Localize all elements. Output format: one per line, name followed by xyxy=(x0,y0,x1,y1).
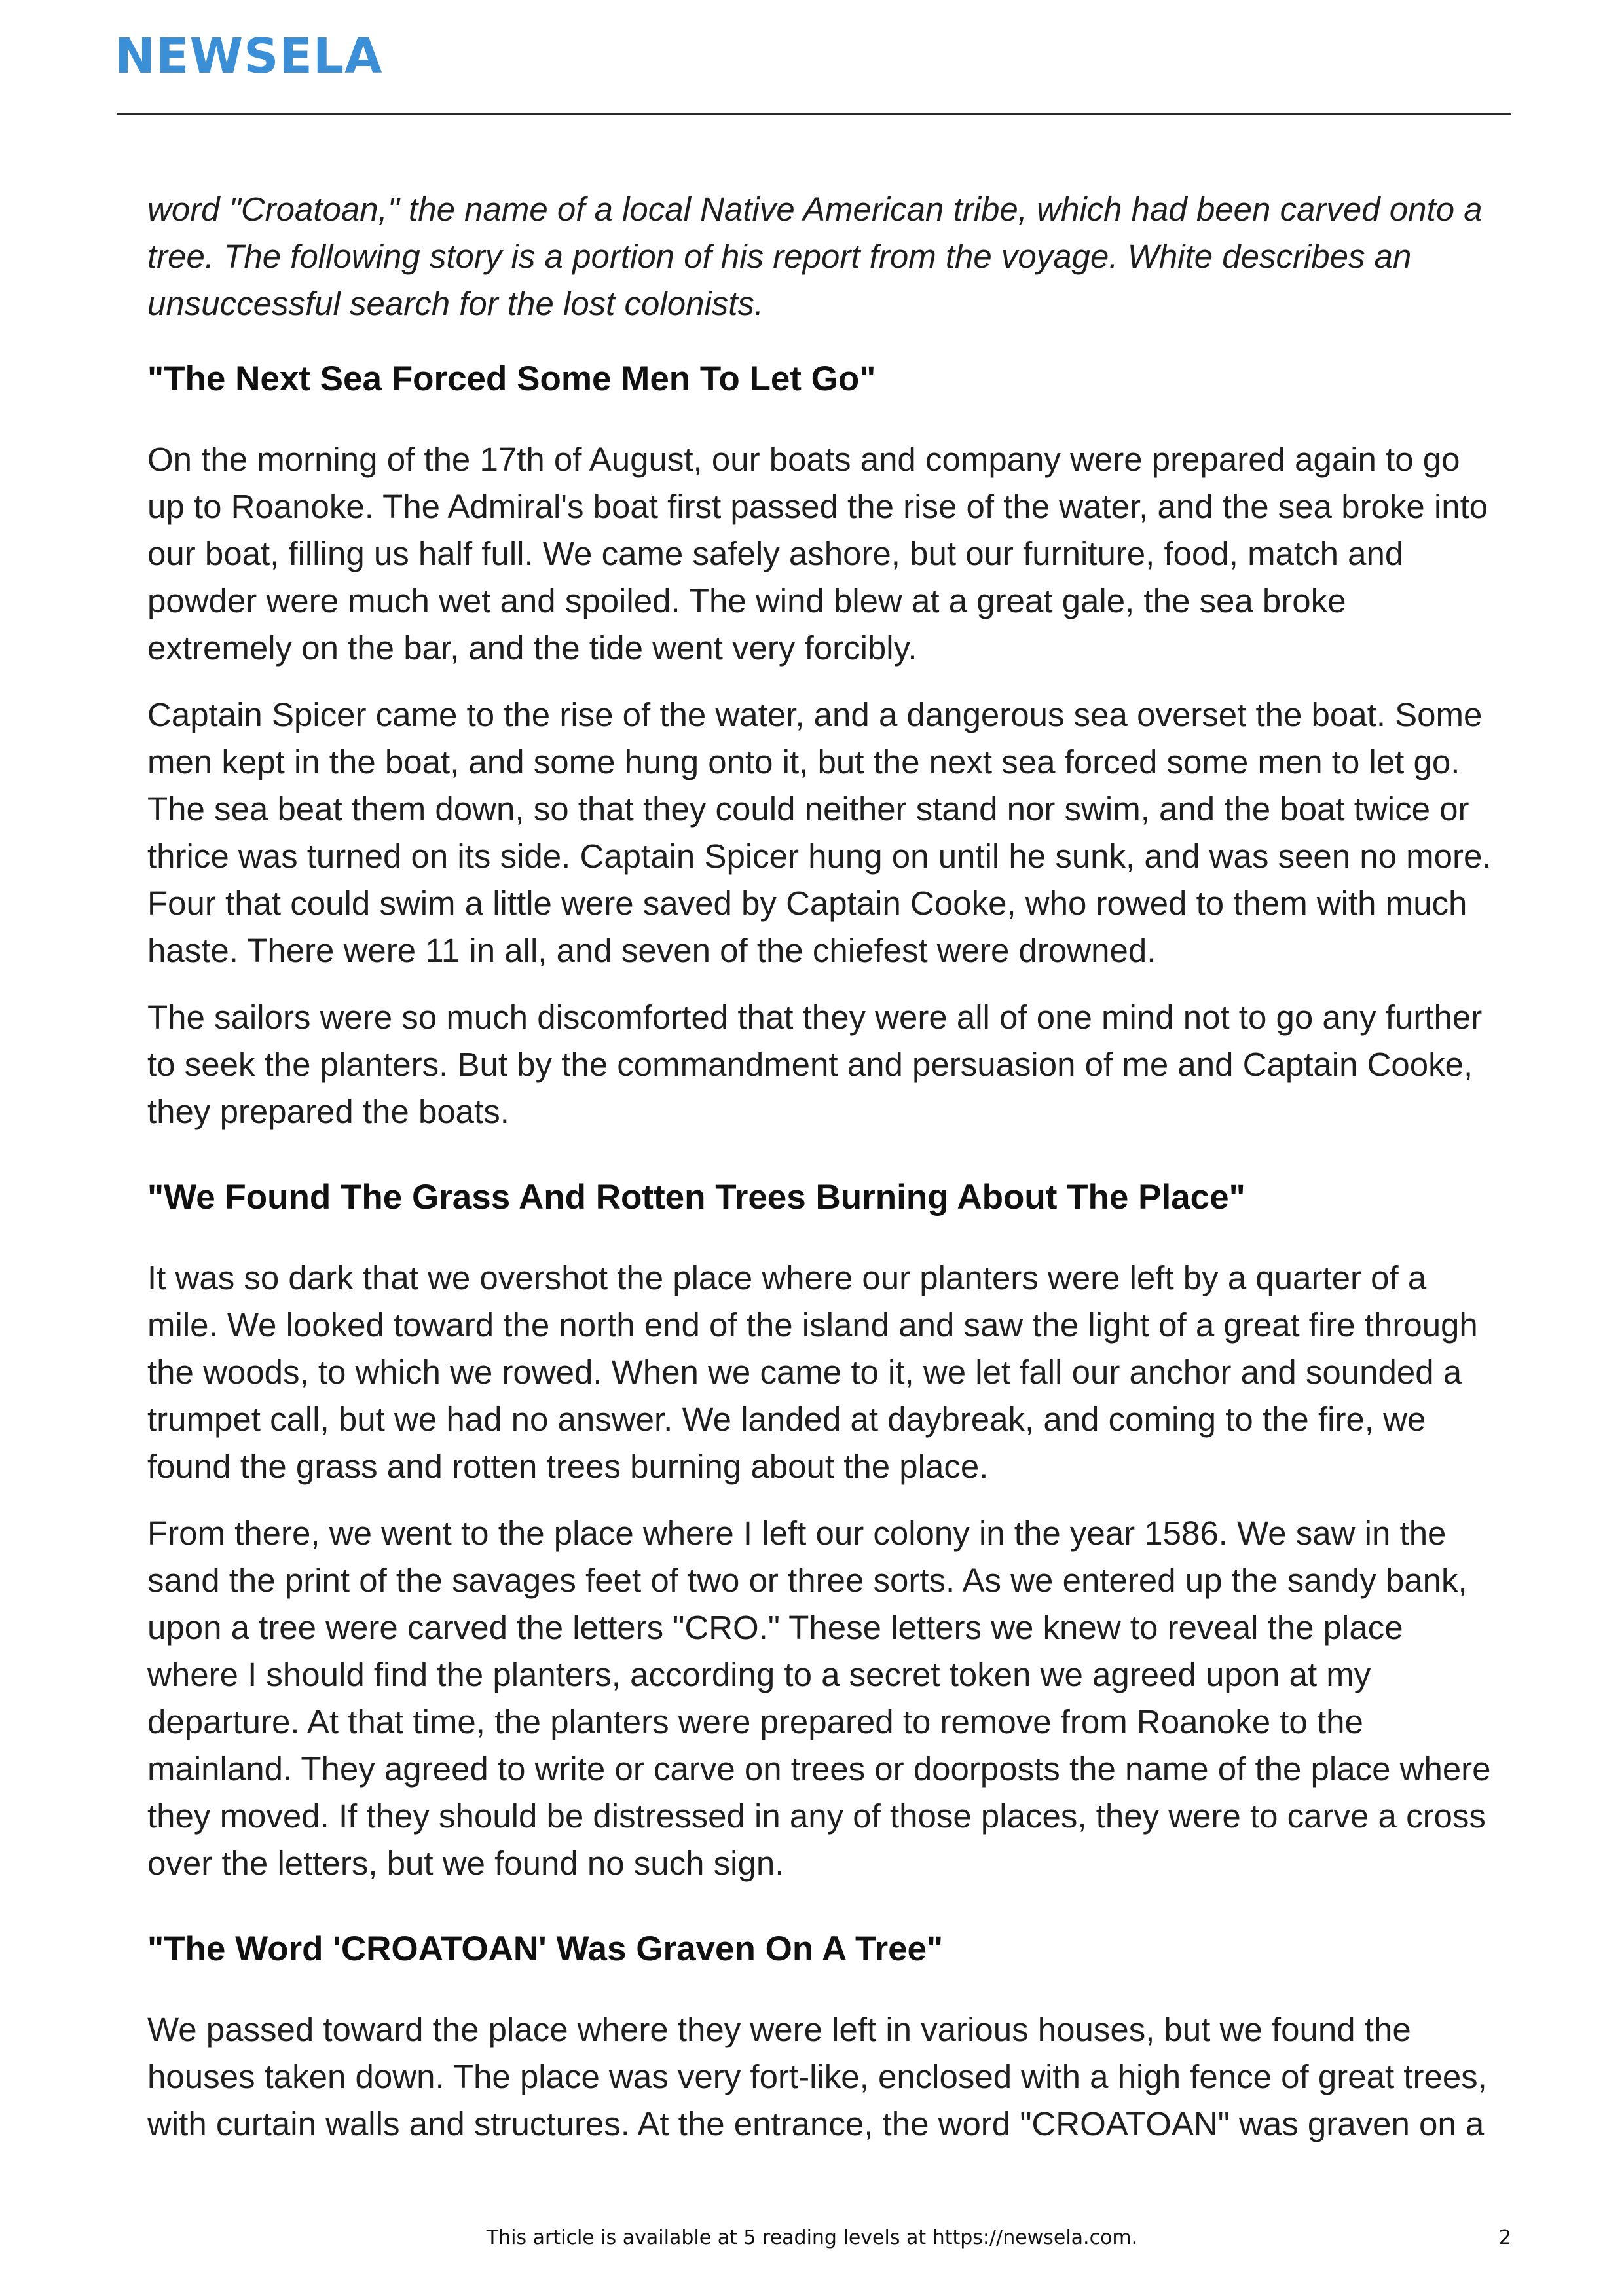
reading-levels-note: This article is available at 5 reading levels at https://newsela.com. xyxy=(486,2226,1138,2249)
section-heading: "The Next Sea Forced Some Men To Let Go" xyxy=(147,359,876,398)
header-divider xyxy=(117,113,1511,115)
page-number: 2 xyxy=(1498,2226,1511,2249)
paragraph: It was so dark that we overshot the place where our planters were left by a quarter of a mile. We looked toward the north end of the island and saw the light of a great fire through the woods, to which we rowed. When we came to it, we let fall our anchor and sounded a trumpet call, but we had no answer. We landed at daybreak, and coming to the fire, we found the grass and rotten trees burning about the place. xyxy=(147,1259,1478,1485)
paragraph: We passed toward the place where they were left in various houses, but we found the houses taken down. The place was very fort-like, enclosed with a high fence of great trees, with curtain walls and structures. At the entrance, the word "CROATOAN" was graven on a xyxy=(147,2011,1487,2142)
paragraph: Captain Spicer came to the rise of the water, and a dangerous sea overset the boat. Some men kept in the boat, and some hung onto it, but the next sea forced some men to let go. The sea beat them down, so that they could neither stand nor swim, and the boat twice or thrice was turned on its side. Captain Spicer hung on until he sunk, and was seen no more. Four that could swim a little were saved by Captain Cooke, who rowed to them with much haste. There were 11 in all, and seven of the chiefest were drowned. xyxy=(147,696,1492,969)
section-heading: "We Found The Grass And Rotten Trees Burning About The Place" xyxy=(147,1178,1246,1217)
section-heading: "The Word 'CROATOAN' Was Graven On A Tree" xyxy=(147,1930,944,1968)
paragraph: From there, we went to the place where I left our colony in the year 1586. We saw in the sand the print of the savages feet of two or three sorts. As we entered up the sandy bank, upon a tree were carved the letters "CRO." These letters we knew to reveal the place where I should find the planters, according to a secret token we agreed upon at my departure. At that time, the planters were prepared to remove from Roanoke to the mainland. They agreed to write or carve on trees or doorposts the name of the place where they moved. If they should be distressed in any of those places, they were to carve a cross over the letters, but we found no such sign. xyxy=(147,1515,1491,1882)
paragraph: On the morning of the 17th of August, our boats and company were prepared again to go up to Roanoke. The Admiral's boat first passed the rise of the water, and the sea broke into our boat, filling us half full. We came safely ashore, but our furniture, food, match and powder were much wet and spoiled. The wind blew at a great gale, the sea broke extremely on the bar, and the tide went very forcibly. xyxy=(147,441,1488,667)
article-body xyxy=(147,186,1496,2167)
newsela-logo: NEWSELA xyxy=(115,28,383,84)
paragraph: The sailors were so much discomforted that they were all of one mind not to go any further to seek the planters. But by the commandment and persuasion of me and Captain Cooke, they prepared the boats. xyxy=(147,999,1483,1130)
intro-paragraph: word "Croatoan," the name of a local Native American tribe, which had been carved onto a tree. The following story is a portion of his report from the voyage. White describes an unsuccessful search for the lost colonists. xyxy=(147,191,1483,322)
